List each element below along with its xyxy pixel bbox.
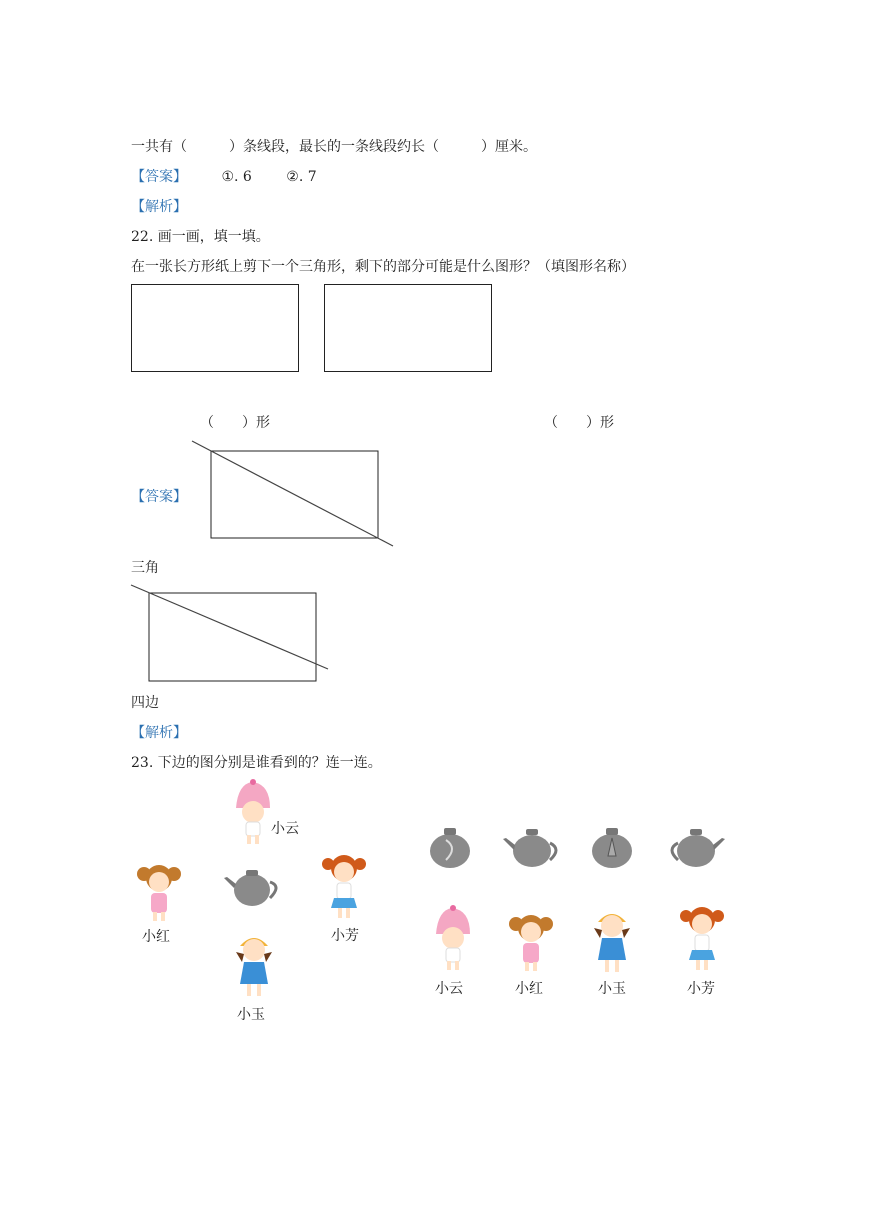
rectangle-right xyxy=(324,284,492,372)
q21-answer xyxy=(131,166,317,186)
bottom-name-2: 小红 xyxy=(515,981,543,997)
cut-figure-1 xyxy=(190,438,400,550)
teapot-front-view-icon xyxy=(590,826,634,870)
girl-xiaoyun-icon xyxy=(230,780,276,846)
girl-xiaofang-icon xyxy=(320,852,368,922)
name-top: 小云 xyxy=(271,821,299,837)
name-right: 小芳 xyxy=(331,928,359,944)
teapot-back-view-icon xyxy=(428,826,472,870)
bottom-name-3: 小玉 xyxy=(598,981,626,997)
q21-line: 一共有（ ）条线段，最长的一条线段约长（ ）厘米。 xyxy=(131,139,537,155)
name-left: 小红 xyxy=(142,929,170,945)
girl-xiaofang-2-icon xyxy=(678,904,726,974)
answer-tag: 【答案】 xyxy=(131,169,187,185)
name-bottom: 小玉 xyxy=(237,1007,265,1023)
girl-xiaoyu-2-icon xyxy=(588,906,636,976)
girl-xiaoyun-2-icon xyxy=(432,906,474,972)
q22-answer-tag: 【答案】 xyxy=(131,489,187,505)
cut-line-2 xyxy=(131,585,328,669)
girl-xiaohong-icon xyxy=(136,860,182,922)
answer-quadrilateral: 四边 xyxy=(131,695,159,711)
girl-xiaohong-2-icon xyxy=(508,910,554,972)
girl-xiaoyu-icon xyxy=(230,930,278,1000)
rectangle-left xyxy=(131,284,299,372)
q22-analysis-tag: 【解析】 xyxy=(131,725,187,741)
cut-figure-2 xyxy=(130,583,340,685)
answer-value-2: ②. 7 xyxy=(286,169,317,185)
answer-triangle: 三角 xyxy=(131,560,159,576)
blank-right: （ ）形 xyxy=(544,415,614,431)
teapot-side-view-2-icon xyxy=(666,826,726,870)
q22-prompt: 在一张长方形纸上剪下一个三角形，剩下的部分可能是什么图形？（填图形名称） xyxy=(131,259,635,275)
blank-left: （ ）形 xyxy=(200,415,270,431)
cut-line-1 xyxy=(192,441,393,546)
bottom-name-4: 小芳 xyxy=(687,981,715,997)
q23-title: 23. 下边的图分别是谁看到的？连一连。 xyxy=(131,755,382,771)
teapot-side-view-1-icon xyxy=(502,826,562,870)
q22-title: 22. 画一画，填一填。 xyxy=(131,229,270,245)
analysis-tag: 【解析】 xyxy=(131,199,187,215)
answer-value-1: ①. 6 xyxy=(221,169,252,185)
teapot-center-icon xyxy=(224,864,282,910)
cut-rectangle-2 xyxy=(149,593,316,681)
bottom-name-1: 小云 xyxy=(435,981,463,997)
